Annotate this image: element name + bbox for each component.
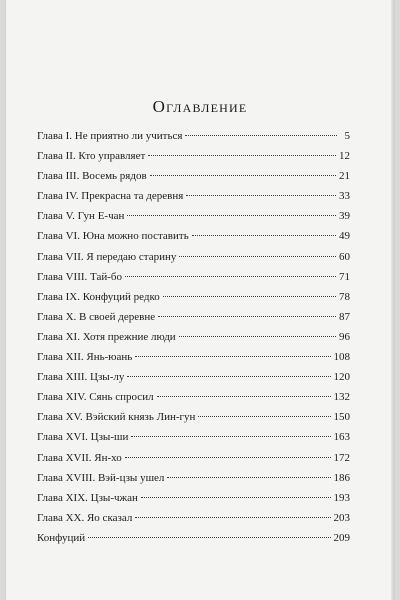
toc-entry-label: Глава VI. Юна можно поставить (37, 230, 189, 243)
toc-entry-label: Глава XII. Янь-юань (37, 351, 133, 364)
toc-entry-label: Глава XIII. Цзы-лу (37, 371, 125, 384)
toc-entry-page: 150 (333, 411, 350, 424)
toc-entry-label: Глава VII. Я передаю старину (37, 250, 177, 263)
table-of-contents (37, 126, 350, 548)
toc-entry (37, 427, 350, 447)
toc-entry-label: Глава XVII. Ян-хо (37, 451, 122, 464)
toc-title: Оглавление (152, 97, 248, 116)
dot-leader (131, 436, 330, 437)
toc-entry-page: 193 (333, 491, 350, 504)
toc-entry (37, 307, 350, 327)
dot-leader (185, 135, 337, 136)
toc-entry (37, 468, 350, 488)
toc-entry (37, 367, 350, 387)
toc-entry (37, 347, 350, 367)
toc-entry (37, 448, 350, 468)
toc-entry (37, 528, 350, 548)
toc-entry-page: 33 (339, 190, 350, 203)
toc-entry (37, 488, 350, 508)
page-edge (391, 0, 394, 600)
toc-entry-label: Глава XVI. Цзы-ши (37, 431, 129, 444)
toc-entry-page: 12 (339, 150, 350, 163)
toc-entry (37, 247, 350, 267)
toc-entry-page: 163 (333, 431, 350, 444)
toc-entry-page: 71 (339, 270, 350, 283)
toc-entry (37, 267, 350, 287)
dot-leader (179, 336, 336, 337)
toc-entry-label: Глава III. Восемь рядов (37, 170, 147, 183)
toc-entry-label: Глава XV. Вэйский князь Лин-гун (37, 411, 196, 424)
toc-entry-page: 120 (333, 371, 350, 384)
toc-entry-page: 209 (333, 531, 350, 544)
toc-entry-label: Глава XX. Яо сказал (37, 511, 133, 524)
toc-entry (37, 126, 350, 146)
toc-entry-page: 132 (333, 391, 350, 404)
toc-entry (37, 206, 350, 226)
toc-entry-label: Конфуций (37, 531, 86, 544)
toc-entry-page: 39 (339, 210, 350, 223)
toc-entry-page: 49 (339, 230, 350, 243)
toc-entry-label: Глава X. В своей деревне (37, 310, 156, 323)
toc-entry-label: Глава XIX. Цзы-чжан (37, 491, 138, 504)
dot-leader (141, 497, 331, 498)
dot-leader (179, 256, 336, 257)
dot-leader (135, 517, 330, 518)
toc-entry-label: Глава IX. Конфуций редко (37, 290, 160, 303)
toc-entry-page: 87 (339, 310, 350, 323)
dot-leader (127, 215, 336, 216)
toc-entry-label: Глава II. Кто управляет (37, 150, 146, 163)
toc-entry-page: 60 (339, 250, 350, 263)
dot-leader (186, 195, 336, 196)
dot-leader (167, 477, 330, 478)
toc-entry (37, 287, 350, 307)
toc-entry-page: 203 (333, 511, 350, 524)
toc-entry-label: Глава XVIII. Вэй-цзы ушел (37, 471, 165, 484)
toc-entry-label: Глава XIV. Сянь спросил (37, 391, 154, 404)
toc-entry-label: Глава V. Гун Е-чан (37, 210, 125, 223)
dot-leader (198, 416, 330, 417)
dot-leader (163, 296, 336, 297)
toc-entry (37, 166, 350, 186)
toc-entry (37, 226, 350, 246)
dot-leader (157, 396, 331, 397)
toc-entry-label: Глава IV. Прекрасна та деревня (37, 190, 184, 203)
dot-leader (192, 235, 336, 236)
toc-entry (37, 407, 350, 427)
toc-entry-page: 108 (333, 351, 350, 364)
book-page (6, 0, 394, 600)
toc-entry (37, 387, 350, 407)
toc-entry-page: 21 (339, 170, 350, 183)
dot-leader (127, 376, 330, 377)
toc-entry-page: 172 (333, 451, 350, 464)
toc-entry (37, 186, 350, 206)
dot-leader (148, 155, 336, 156)
toc-entry-page: 96 (339, 330, 350, 343)
toc-entry-label: Глава VIII. Тай-бо (37, 270, 122, 283)
toc-entry (37, 327, 350, 347)
toc-entry-page: 5 (344, 130, 350, 142)
toc-entry-page: 78 (339, 290, 350, 303)
dot-leader (158, 316, 336, 317)
dot-leader (125, 276, 336, 277)
dot-leader (150, 175, 336, 176)
dot-leader (125, 457, 331, 458)
toc-entry (37, 146, 350, 166)
dot-leader (135, 356, 330, 357)
toc-entry-label: Глава I. Не приятно ли учиться (37, 130, 183, 142)
toc-entry-label: Глава XI. Хотя прежние люди (37, 330, 176, 343)
dot-leader (88, 537, 330, 538)
toc-entry (37, 508, 350, 528)
toc-entry-page: 186 (333, 471, 350, 484)
